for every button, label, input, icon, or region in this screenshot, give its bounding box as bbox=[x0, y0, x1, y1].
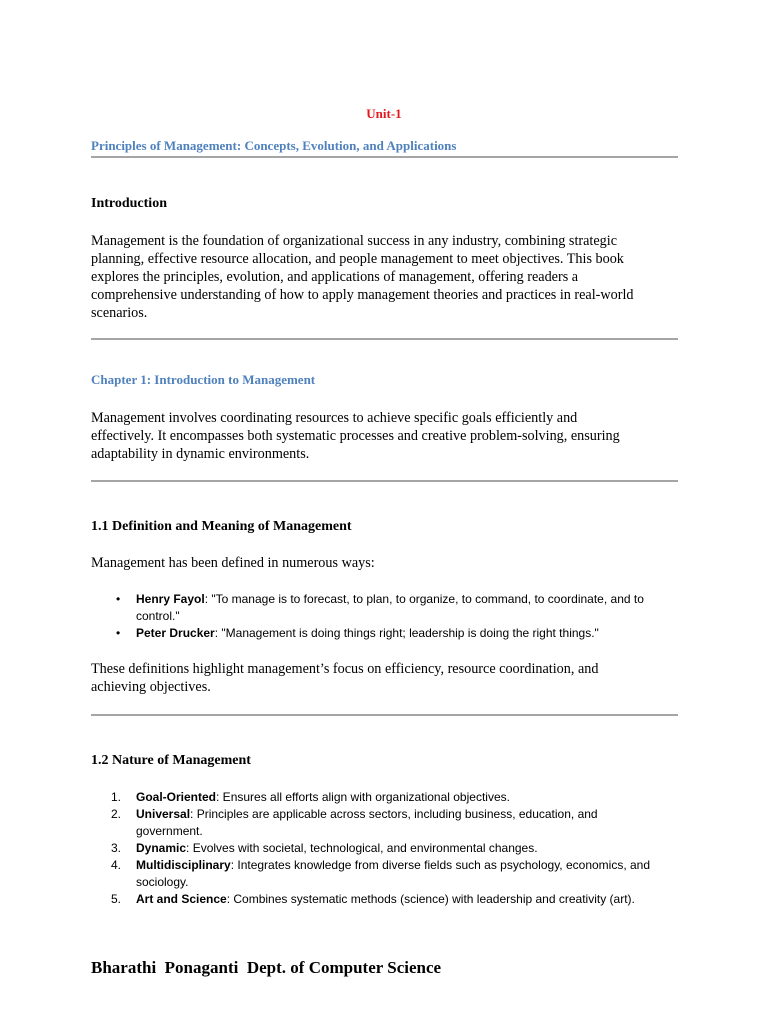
item-number: 3. bbox=[111, 841, 122, 855]
chapter-paragraph bbox=[91, 409, 681, 463]
item-text: control." bbox=[136, 609, 180, 623]
item-text: : Evolves with societal, technological, and environmental changes. bbox=[186, 841, 538, 855]
closing-paragraph bbox=[91, 660, 681, 696]
divider bbox=[91, 338, 678, 340]
item-term: Art and Science bbox=[136, 892, 227, 906]
item-number: 5. bbox=[111, 892, 122, 906]
intro-paragraph bbox=[91, 232, 681, 322]
list-item bbox=[111, 891, 686, 908]
intro-heading: Introduction bbox=[91, 196, 167, 211]
list-item bbox=[111, 789, 686, 806]
text-line: explores the principles, evolution, and applications of management, offering readers a bbox=[91, 269, 579, 285]
text-line: adaptability in dynamic environments. bbox=[91, 446, 310, 462]
list-item bbox=[111, 806, 686, 840]
text-line: comprehensive understanding of how to apply management theories and practices in real-world bbox=[91, 287, 634, 303]
item-number: 1. bbox=[111, 790, 122, 804]
text-line: scenarios. bbox=[91, 305, 148, 321]
text-line: effectively. It encompasses both systematic processes and creative problem-solving, ensuring bbox=[91, 428, 620, 444]
item-text: government. bbox=[136, 824, 203, 838]
section-heading: 1.2 Nature of Management bbox=[91, 753, 251, 768]
bullet-marker: • bbox=[116, 592, 121, 606]
item-text: sociology. bbox=[136, 875, 189, 889]
text-line: Management involves coordinating resources to achieve specific goals efficiently and bbox=[91, 410, 578, 426]
divider bbox=[91, 714, 678, 716]
item-text: : Principles are applicable across sectors, including business, education, and bbox=[190, 807, 598, 821]
item-number: 4. bbox=[111, 858, 122, 872]
item-text: : Combines systematic methods (science) with leadership and creativity (art). bbox=[226, 892, 635, 906]
bullet-marker: • bbox=[116, 626, 121, 640]
divider bbox=[91, 156, 678, 158]
unit-label: Unit-1 bbox=[366, 106, 402, 121]
text-line: achieving objectives. bbox=[91, 679, 211, 695]
item-text: : "To manage is to forecast, to plan, to organize, to command, to coordinate, and to bbox=[204, 592, 644, 606]
nature-list bbox=[111, 789, 686, 908]
text-line: These definitions highlight management’s focus on efficiency, resource coordination, and bbox=[91, 661, 599, 677]
text-line: planning, effective resource allocation, and people management to meet objectives. This book bbox=[91, 251, 624, 267]
page-footer: Bharathi Ponaganti Dept. of Computer Science bbox=[91, 958, 442, 977]
item-term: Universal bbox=[136, 807, 191, 821]
list-item bbox=[111, 857, 686, 891]
divider bbox=[91, 480, 678, 482]
list-item bbox=[116, 625, 686, 642]
item-text: : "Management is doing things right; leadership is doing the right things." bbox=[214, 626, 599, 640]
item-term: Goal-Oriented bbox=[136, 790, 217, 804]
document-title: Principles of Management: Concepts, Evolution, and Applications bbox=[91, 138, 457, 153]
section-lead: Management has been defined in numerous ways: bbox=[91, 555, 375, 571]
item-term: Henry Fayol bbox=[136, 592, 205, 606]
section-heading: 1.1 Definition and Meaning of Management bbox=[91, 519, 352, 534]
item-term: Peter Drucker bbox=[136, 626, 215, 640]
item-text: : Integrates knowledge from diverse fields such as psychology, economics, and bbox=[230, 858, 651, 872]
item-term: Dynamic bbox=[136, 841, 187, 855]
definitions-list bbox=[116, 591, 686, 642]
item-text: : Ensures all efforts align with organizational objectives. bbox=[216, 790, 510, 804]
item-term: Multidisciplinary bbox=[136, 858, 231, 872]
list-item bbox=[116, 591, 686, 625]
chapter-heading: Chapter 1: Introduction to Management bbox=[91, 372, 316, 387]
text-line: Management is the foundation of organizational success in any industry, combining strategic bbox=[91, 233, 617, 249]
list-item bbox=[111, 840, 686, 857]
item-number: 2. bbox=[111, 807, 122, 821]
